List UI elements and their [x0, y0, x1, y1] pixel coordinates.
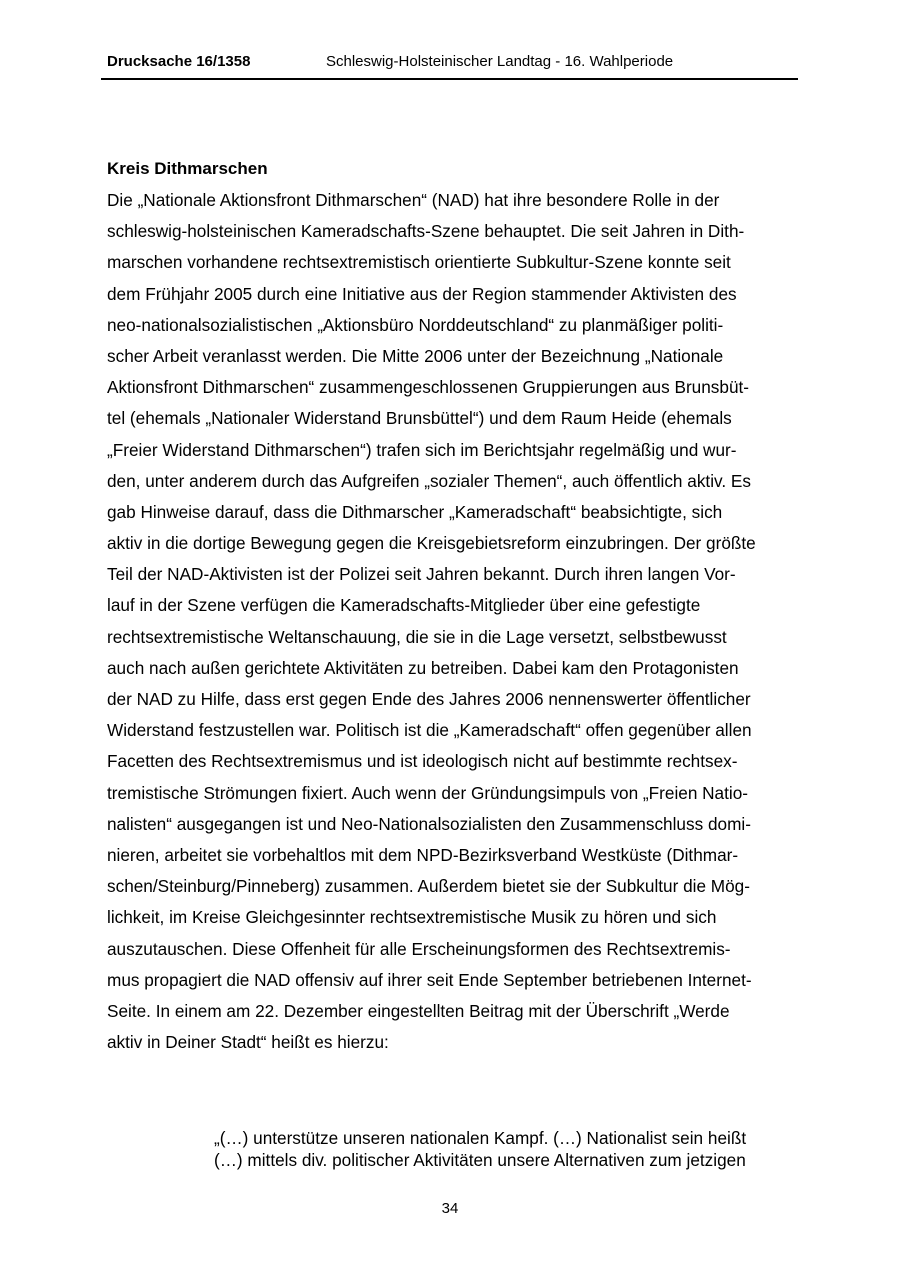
body-line: aktiv in die dortige Bewegung gegen die Kreisgebietsreform einzubringen. Der größte: [107, 533, 756, 554]
body-line: lauf in der Szene verfügen die Kameradschafts-Mitglieder über eine gefestigte: [107, 595, 701, 616]
body-line: marschen vorhandene rechtsextremistisch orientierte Subkultur-Szene konnte seit: [107, 252, 731, 273]
body-line: Widerstand festzustellen war. Politisch ist die „Kameradschaft“ offen gegenüber allen: [107, 720, 752, 741]
section-heading: Kreis Dithmarschen: [107, 159, 268, 178]
page-header: [101, 52, 798, 80]
body-line: nieren, arbeitet sie vorbehaltlos mit dem NPD-Bezirksverband Westküste (Dithmar-: [107, 844, 739, 865]
header-title: Schleswig-Holsteinischer Landtag - 16. Wahlperiode: [326, 53, 674, 70]
body-line: Facetten des Rechtsextremismus und ist ideologisch nicht auf bestimmte rechtsex-: [107, 751, 738, 772]
body-line: neo-nationalsozialistischen „Aktionsbüro Norddeutschland“ zu planmäßiger politi-: [107, 314, 724, 335]
body-paragraph: [107, 185, 797, 1058]
body-line: den, unter anderem durch das Aufgreifen „sozialer Themen“, auch öffentlich aktiv. Es: [107, 470, 751, 491]
body-line: rechtsextremistische Weltanschauung, die sie in die Lage versetzt, selbstbewusst: [107, 626, 727, 647]
body-line: auszutauschen. Diese Offenheit für alle Erscheinungsformen des Rechtsextremis-: [107, 938, 731, 959]
body-line: aktiv in Deiner Stadt“ heißt es hierzu:: [107, 1032, 389, 1053]
body-line: der NAD zu Hilfe, dass erst gegen Ende des Jahres 2006 nennenswerter öffentlicher: [107, 689, 751, 709]
body-line: mus propagiert die NAD offensiv auf ihrer seit Ende September betriebenen Internet-: [107, 969, 752, 990]
body-line: nalisten“ ausgegangen ist und Neo-Nationalsozialisten den Zusammenschluss domi-: [107, 813, 751, 834]
body-line: schleswig-holsteinischen Kameradschafts-Szene behauptet. Die seit Jahren in Dith-: [107, 221, 745, 242]
block-quote: [214, 1128, 804, 1171]
quote-line: (…) mittels div. politischer Aktivitäten unsere Alternativen zum jetzigen: [214, 1149, 746, 1170]
body-line: Die „Nationale Aktionsfront Dithmarschen“ (NAD) hat ihre besondere Rolle in der: [107, 190, 720, 210]
body-line: tremistische Strömungen fixiert. Auch wenn der Gründungsimpuls von „Freien Natio-: [107, 782, 748, 803]
body-line: scher Arbeit veranlasst werden. Die Mitte 2006 unter der Bezeichnung „Nationale: [107, 345, 724, 366]
body-line: lichkeit, im Kreise Gleichgesinnter rechtsextremistische Musik zu hören und sich: [107, 907, 717, 928]
body-line: schen/Steinburg/Pinneberg) zusammen. Außerdem bietet sie der Subkultur die Mög-: [107, 876, 750, 897]
body-line: „Freier Widerstand Dithmarschen“) trafen sich im Berichtsjahr regelmäßig und wur-: [107, 439, 737, 460]
document-number: Drucksache 16/1358: [107, 53, 251, 70]
page-number: 34: [441, 1200, 459, 1217]
body-line: gab Hinweise darauf, dass die Dithmarscher „Kameradschaft“ beabsichtigte, sich: [107, 501, 723, 522]
body-line: Seite. In einem am 22. Dezember eingestellten Beitrag mit der Überschrift „Werde: [107, 1000, 730, 1021]
quote-line: „(…) unterstütze unseren nationalen Kampf. (…) Nationalist sein heißt: [214, 1128, 747, 1148]
body-line: auch nach außen gerichtete Aktivitäten zu betreiben. Dabei kam den Protagonisten: [107, 657, 739, 678]
body-line: Teil der NAD-Aktivisten ist der Polizei seit Jahren bekannt. Durch ihren langen Vor-: [107, 564, 736, 585]
body-line: tel (ehemals „Nationaler Widerstand Brunsbüttel“) und dem Raum Heide (ehemals: [107, 408, 732, 429]
body-line: dem Frühjahr 2005 durch eine Initiative aus der Region stammender Aktivisten des: [107, 283, 737, 304]
body-line: Aktionsfront Dithmarschen“ zusammengeschlossenen Gruppierungen aus Brunsbüt-: [107, 377, 749, 398]
